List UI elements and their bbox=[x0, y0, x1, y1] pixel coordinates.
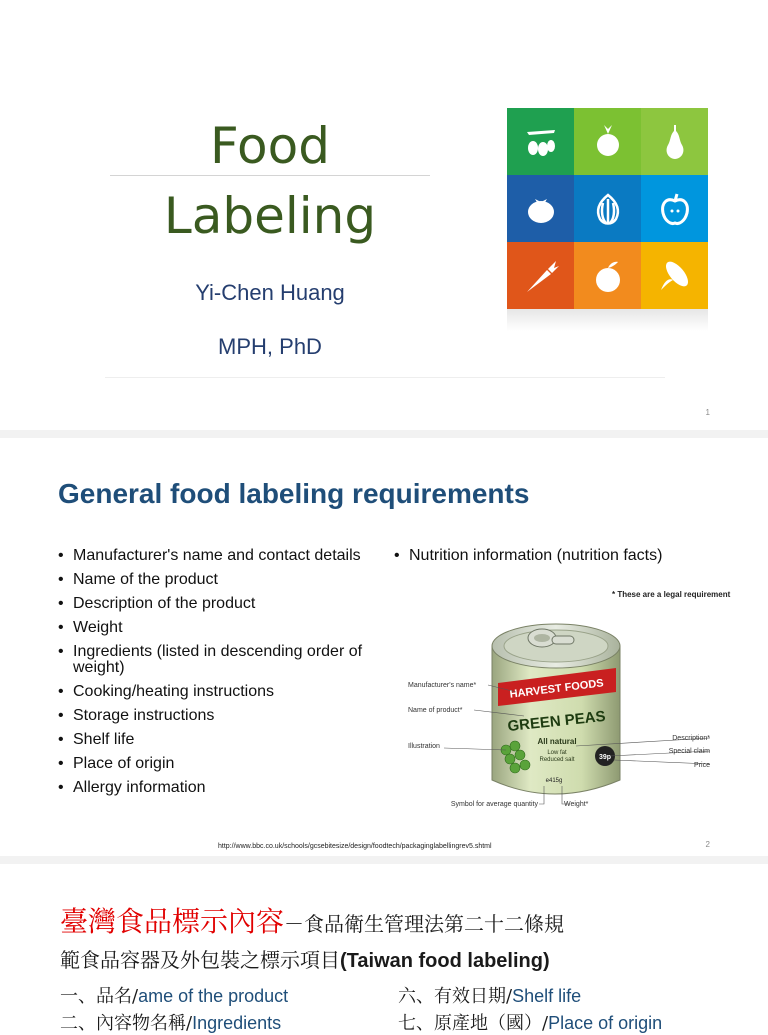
can-product: GREEN PEAS bbox=[506, 707, 607, 736]
callout-manufacturer: Manufacturer's name* bbox=[408, 682, 477, 689]
heading-dash: － bbox=[284, 912, 305, 936]
title-line-1: Food bbox=[210, 117, 330, 175]
pear-icon bbox=[641, 108, 708, 175]
heading-line-2-en: (Taiwan food labeling) bbox=[340, 950, 550, 972]
food-icon-grid bbox=[507, 108, 708, 309]
list-item: • Allergy information bbox=[58, 780, 378, 796]
callout-weight: Weight* bbox=[564, 801, 589, 808]
heading-line-2 bbox=[60, 944, 740, 973]
carrot-icon bbox=[507, 242, 574, 309]
list-item: • Shelf life bbox=[58, 732, 378, 748]
author-name: Yi-Chen Huang bbox=[195, 280, 345, 305]
page-number: 1 bbox=[705, 408, 710, 417]
callout-description: Description* bbox=[672, 735, 710, 742]
legal-note: * These are a legal requirement bbox=[612, 590, 731, 599]
onion-icon bbox=[574, 175, 641, 242]
can-brand: HARVEST FOODS bbox=[508, 677, 605, 701]
apple-icon bbox=[641, 175, 708, 242]
list-item: • Description of the product bbox=[58, 596, 378, 612]
tiles-reflection bbox=[507, 309, 708, 331]
page-number: 2 bbox=[705, 840, 710, 849]
slide-heading bbox=[60, 900, 740, 973]
title-divider bbox=[110, 175, 430, 176]
can-sub-1: Low fat bbox=[547, 750, 567, 756]
list-item: 二、內容物名稱/Ingredients bbox=[60, 1013, 282, 1034]
heading-red: 臺灣食品標示內容 bbox=[60, 905, 285, 938]
corn-icon bbox=[641, 242, 708, 309]
author-degrees: MPH, PhD bbox=[218, 334, 322, 359]
title-slide bbox=[0, 0, 768, 430]
can-claim: All natural bbox=[537, 737, 577, 746]
source-url: http://www.bbc.co.uk/schools/gcsebitesize/design/foodtech/packaginglabellingrev5.shtml bbox=[218, 843, 492, 850]
requirements-slide bbox=[0, 438, 768, 856]
list-item: • Cooking/heating instructions bbox=[58, 684, 378, 700]
olives-icon bbox=[507, 108, 574, 175]
slide-separator bbox=[0, 430, 768, 438]
nutrition-list bbox=[394, 548, 734, 572]
can-price: 39p bbox=[598, 754, 612, 761]
list-item: • Ingredients (listed in descending order of weight) bbox=[58, 644, 378, 676]
list-item: • Manufacturer's name and contact details bbox=[58, 548, 378, 564]
slide-heading: General food labeling requirements bbox=[58, 478, 530, 509]
turnip-icon bbox=[574, 108, 641, 175]
requirements-list bbox=[58, 548, 378, 804]
heading-line-2-zh: 範食品容器及外包裝之標示項目 bbox=[60, 948, 340, 972]
callout-special-claim: Special claim bbox=[668, 748, 710, 755]
list-item: • Name of the product bbox=[58, 572, 378, 588]
title-line-2: Labeling bbox=[163, 187, 377, 245]
plum-icon bbox=[574, 242, 641, 309]
callout-illustration: Illustration bbox=[408, 743, 440, 750]
list-item: 一、品名/ame of the product bbox=[60, 986, 289, 1007]
tomato-icon bbox=[507, 175, 574, 242]
can-sub-2: Reduced salt bbox=[539, 757, 575, 763]
list-item: • Weight bbox=[58, 620, 378, 636]
list-item: • Nutrition information (nutrition facts) bbox=[394, 548, 734, 564]
list-item: • Place of origin bbox=[58, 756, 378, 772]
callout-product-name: Name of product* bbox=[408, 707, 463, 714]
list-item: • Storage instructions bbox=[58, 708, 378, 724]
labeled-can-illustration bbox=[404, 608, 744, 813]
list-item: 六、有效日期/Shelf life bbox=[398, 986, 582, 1007]
list-item: 七、原產地（國）/Place of origin bbox=[398, 1013, 663, 1034]
slide-divider bbox=[105, 377, 665, 378]
can-weight: e415g bbox=[545, 778, 563, 784]
heading-rest: 食品衛生管理法第二十二條規 bbox=[304, 912, 565, 936]
callout-symbol: Symbol for average quantity bbox=[450, 801, 538, 808]
slide-separator bbox=[0, 856, 768, 864]
taiwan-labeling-slide bbox=[0, 864, 768, 1034]
callout-price: Price bbox=[694, 762, 710, 769]
